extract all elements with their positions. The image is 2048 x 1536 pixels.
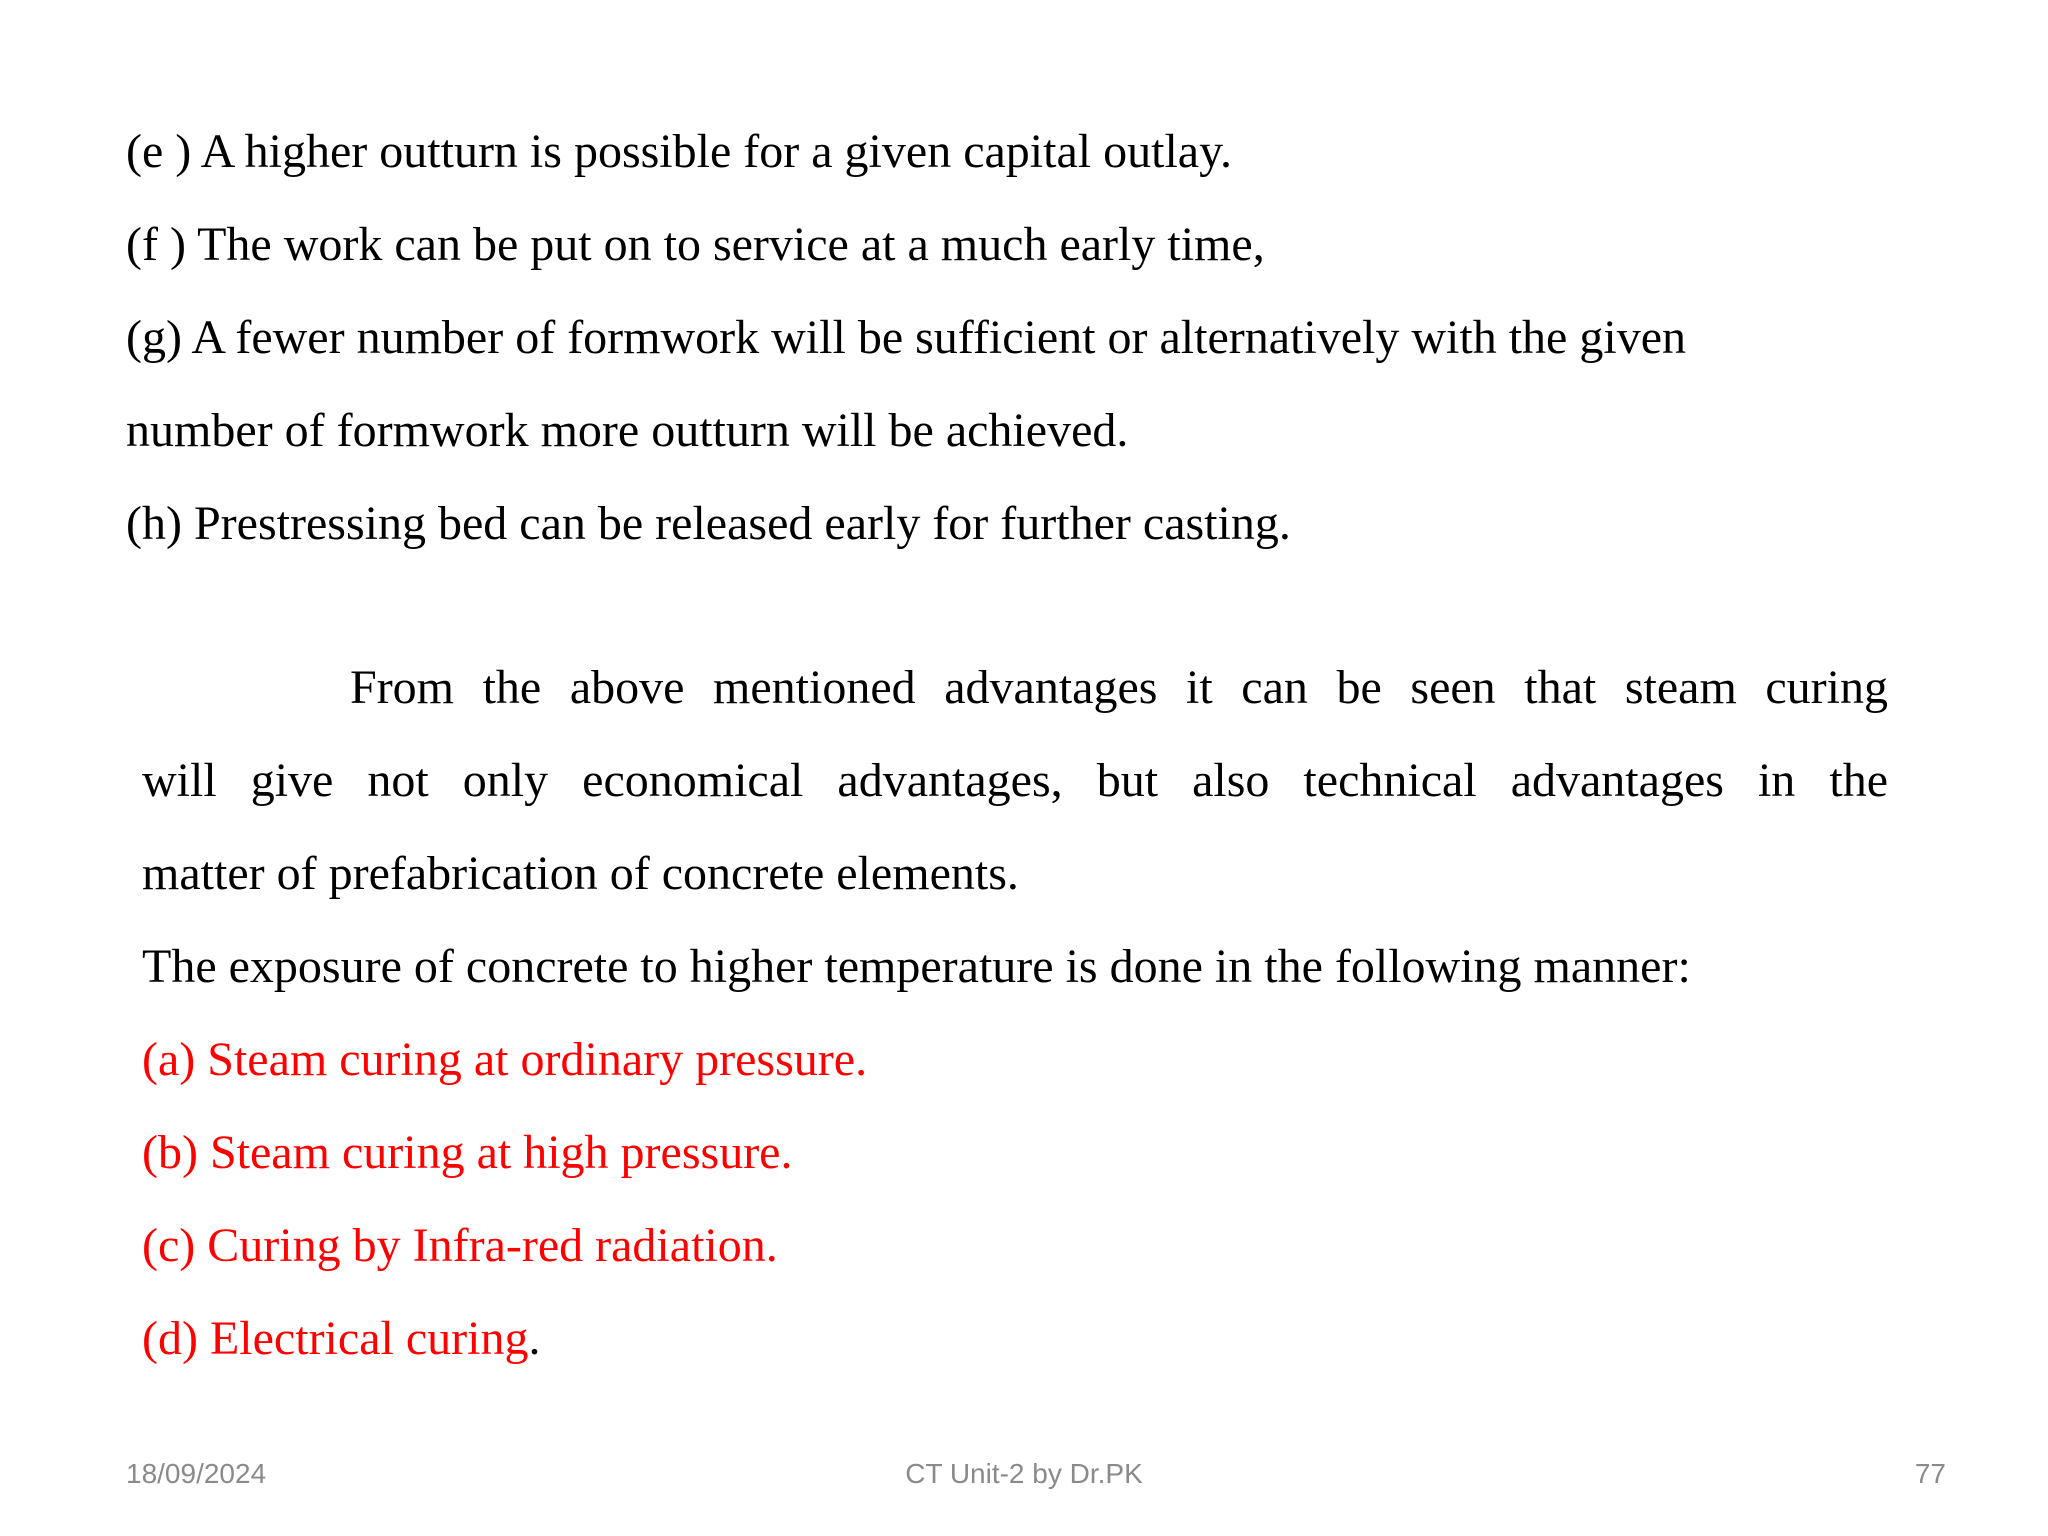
method-b: (b) Steam curing at high pressure. [142, 1126, 793, 1179]
method-d-line [142, 1311, 540, 1367]
method-a: (a) Steam curing at ordinary pressure. [142, 1033, 868, 1086]
method-d-period: . [528, 1312, 541, 1365]
method-d: (d) Electrical curing [142, 1312, 529, 1365]
footer-title: CT Unit-2 by Dr.PK [905, 1458, 1143, 1489]
item-f: (f ) The work can be put on to service at a much early time, [126, 218, 1265, 271]
footer-date: 18/09/2024 [126, 1458, 267, 1489]
intro-text: The exposure of concrete to higher temperature is done in the following manner: [142, 940, 1691, 993]
paragraph-line-2: will give not only economical advantages, but also technical advantages in the [142, 754, 1888, 807]
paragraph-line-1: From the above mentioned advantages it can be seen that steam curing [350, 661, 1888, 714]
item-g: (g) A fewer number of formwork will be sufficient or alternatively with the given [126, 311, 1686, 364]
item-g-continued: number of formwork more outturn will be achieved. [126, 404, 1129, 457]
footer-page-number: 77 [1914, 1458, 1946, 1489]
item-h: (h) Prestressing bed can be released early for further casting. [126, 497, 1291, 550]
item-e: (e ) A higher outturn is possible for a given capital outlay. [126, 125, 1232, 178]
paragraph-line-3: matter of prefabrication of concrete elements. [142, 847, 1019, 900]
method-c: (c) Curing by Infra-red radiation. [142, 1219, 778, 1272]
